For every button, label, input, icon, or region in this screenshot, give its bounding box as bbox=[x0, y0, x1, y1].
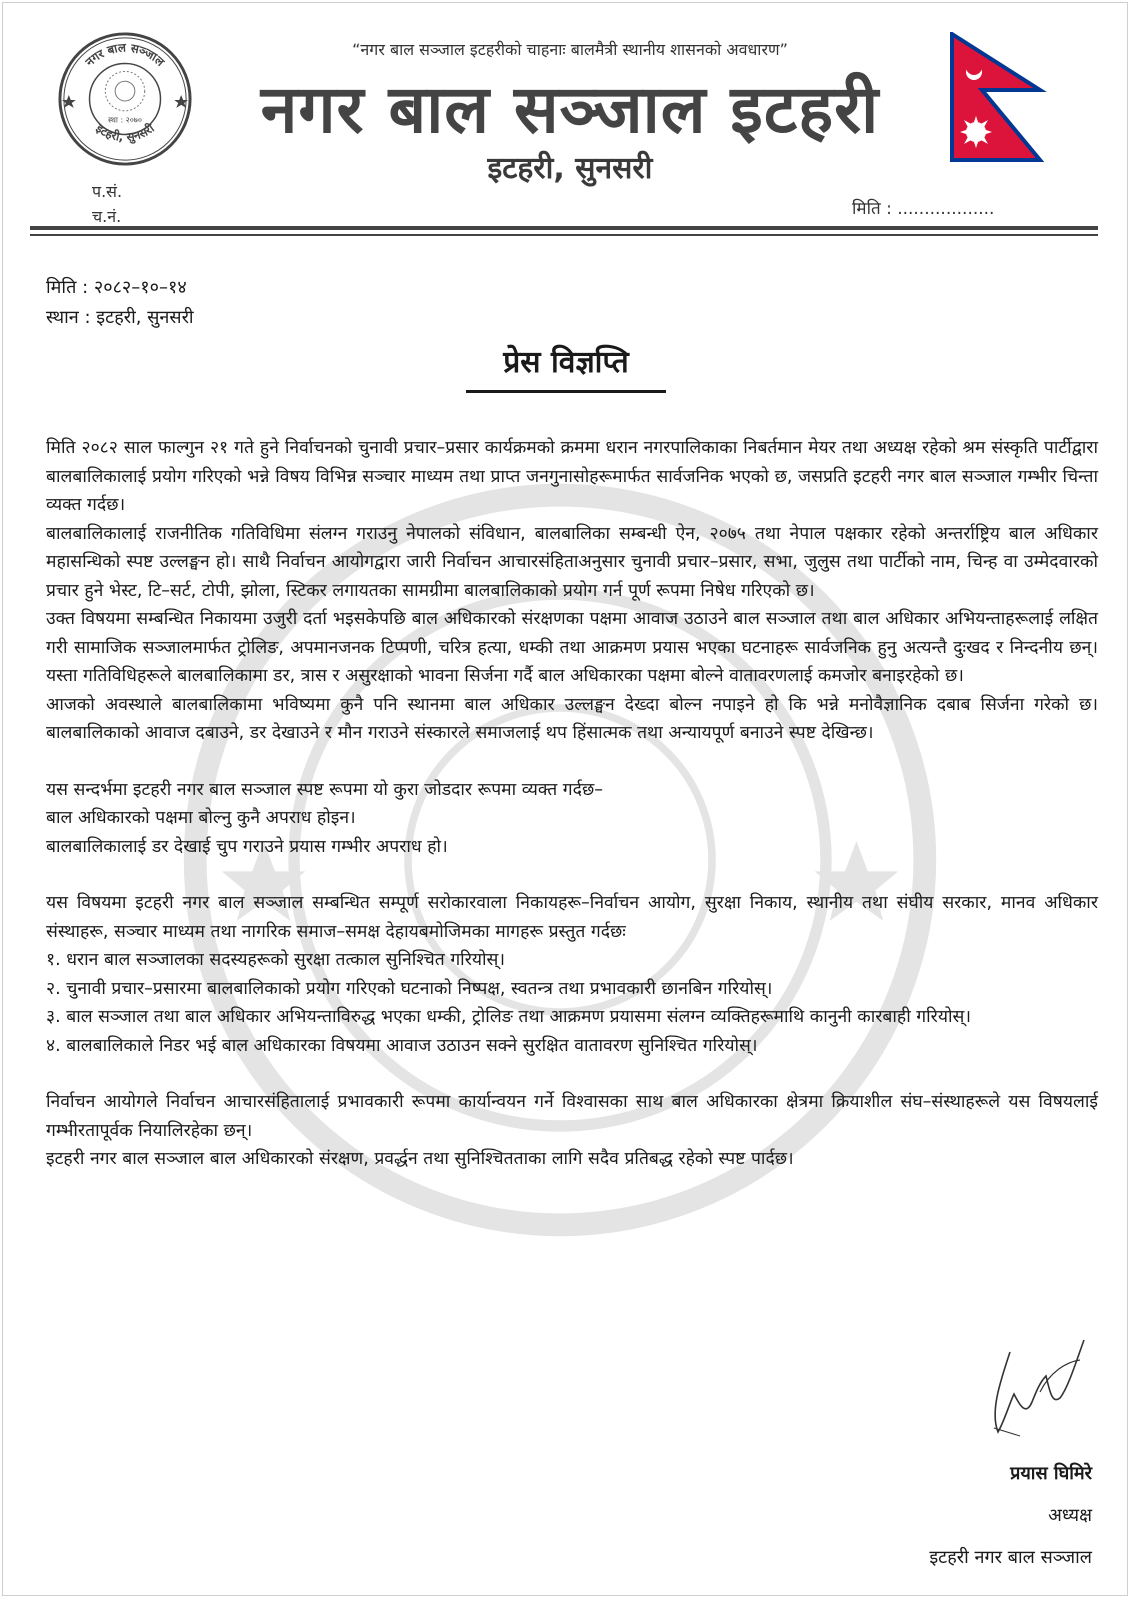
signatory-position: अध्यक्ष bbox=[1048, 1505, 1092, 1526]
document-place: स्थान : इटहरी, सुनसरी bbox=[46, 307, 194, 328]
document-title: प्रेस विज्ञप्ति bbox=[503, 345, 629, 380]
organization-name: नगर बाल सञ्जाल इटहरी bbox=[260, 71, 880, 148]
statement-line: बालबालिकालाई डर देखाई चुप गराउने प्रयास गम्भीर अपराध हो। bbox=[46, 836, 448, 857]
signatory-name: प्रयास घिमिरे bbox=[1010, 1463, 1092, 1484]
statement-line: बाल अधिकारको पक्षमा बोल्नु कुनै अपराध होइन। bbox=[46, 808, 356, 828]
header-rule-thin bbox=[30, 234, 1098, 236]
dispatch-number-label: च.नं. bbox=[92, 207, 122, 226]
header-slogan: “नगर बाल सञ्जाल इटहरीको चाहनाः बालमैत्री स्थानीय शासनको अवधारण” bbox=[352, 40, 788, 59]
demand-item: १. धरान बाल सञ्जालका सदस्यहरूको सुरक्षा तत्काल सुनिश्चित गरियोस्। bbox=[46, 950, 506, 970]
signature-icon bbox=[980, 1332, 1100, 1442]
header-date-field: मिति : .................. bbox=[852, 199, 995, 219]
paragraph: बालबालिकालाई राजनीतिक गतिविधिमा संलग्न गराउनु नेपालको संविधान, बालबालिका सम्बन्धी ऐन, २०७५ तथा नेपाल पक्षकार रहेको अन्तर्राष्ट्रिय बाल अधिकार महासन्धिको स्पष्ट उल्लङ्घन हो। साथै निर्वाचन आयोगद्वारा जारी निर्वाचन आचारसंहिताअनुसार चुनावी प्रचार–प्रसार, सभा, जुलुस तथा पार्टीको नाम, चिन्ह वा उम्मेदवारको प्रचार हुने भेस्ट, टि–सर्ट, टोपी, झोला, स्टिकर लगायतका सामग्रीमा बालबालिकाको प्रयोग गर्न पूर्ण रूपमा निषेध गरिएको छ। bbox=[46, 523, 1098, 601]
demand-item: ३. बाल सञ्जाल तथा बाल अधिकार अभियन्ताविरुद्ध भएका धम्की, ट्रोलिङ तथा आक्रमण प्रयासमा संलग्न व्यक्तिहरूमाथि कानुनी कारबाही गरियोस्। bbox=[46, 1007, 971, 1027]
demand-item: ४. बालबालिकाले निडर भई बाल अधिकारका विषयमा आवाज उठाउन सक्ने सुरक्षित वातावरण सुनिश्चित गरियोस्। bbox=[46, 1035, 758, 1056]
document-meta bbox=[46, 273, 194, 333]
organization-seal-icon bbox=[56, 30, 194, 168]
title-underline bbox=[466, 390, 666, 393]
seal-text-top: नगर बाल सञ्जाल bbox=[82, 40, 168, 69]
nepal-flag-icon bbox=[948, 32, 1048, 164]
paragraph: उक्त विषयमा सम्बन्धित निकायमा उजुरी दर्ता भइसकेपछि बाल अधिकारको संरक्षणका पक्षमा आवाज उठाउने बाल सञ्जाल तथा बाल अधिकार अभियन्ताहरूलाई लक्षित गरी सामाजिक सञ्जालमार्फत ट्रोलिङ, अपमानजनक टिप्पणी, चरित्र हत्या, धम्की तथा आक्रमण प्रयास भएका घटनाहरू सार्वजनिक हुनु अत्यन्तै दुःखद र निन्दनीय छन्। यस्ता गतिविधिहरूले बालबालिकामा डर, त्रास र असुरक्षाको भावना सिर्जना गर्दै बाल अधिकारका पक्षमा बोल्ने वातावरणलाई कमजोर बनाइरहेको छ। bbox=[46, 609, 1099, 686]
paragraph: आजको अवस्थाले बालबालिकामा भविष्यमा कुनै पनि स्थानमा बाल अधिकार उल्लङ्घन देख्दा बोल्न नपाइने हो कि भन्ने मनोवैज्ञानिक दबाब सिर्जना गरेको छ। बालबालिकाको आवाज दबाउने, डर देखाउने र मौन गराउने संस्कारले समाजलाई थप हिंसात्मक तथा अन्यायपूर्ण बनाउने स्पष्ट देखिन्छ। bbox=[46, 694, 1098, 743]
closing-paragraph: इटहरी नगर बाल सञ्जाल बाल अधिकारको संरक्षण, प्रवर्द्धन तथा सुनिश्चितताका लागि सदैव प्रतिबद्ध रहेको स्पष्ट पार्दछ। bbox=[46, 1149, 794, 1169]
paragraph: मिति २०८२ साल फाल्गुन २१ गते हुने निर्वाचनको चुनावी प्रचार–प्रसार कार्यक्रमको क्रममा धरान नगरपालिकाका निबर्तमान मेयर तथा अध्यक्ष रहेको श्रम संस्कृति पार्टीद्वारा बालबालिकालाई प्रयोग गरिएको भन्ने विषय विभिन्न सञ्चार माध्यम तथा प्राप्त जनगुनासोहरूमार्फत सार्वजनिक भएको छ, जसप्रति इटहरी नगर बाल सञ्जाल गम्भीर चिन्ता व्यक्त गर्दछ। bbox=[46, 438, 1098, 515]
signatory-block bbox=[929, 1453, 1092, 1579]
organization-place: इटहरी, सुनसरी bbox=[487, 151, 653, 186]
demand-item: २. चुनावी प्रचार–प्रसारमा बालबालिकाको प्रयोग गरिएको घटनाको निष्पक्ष, स्वतन्त्र तथा प्रभावकारी छानबिन गरियोस्। bbox=[46, 978, 773, 999]
signatory-organization: इटहरी नगर बाल सञ्जाल bbox=[929, 1547, 1092, 1568]
reference-number-label: प.सं. bbox=[92, 182, 123, 201]
seal-text-bottom: इटहरी, सुनसरी bbox=[93, 121, 157, 145]
seal-year: स्था : २०७० bbox=[107, 115, 143, 125]
header-rule-thick bbox=[30, 226, 1098, 230]
document-date: मिति : २०८२–१०–१४ bbox=[46, 277, 187, 298]
closing-paragraph: निर्वाचन आयोगले निर्वाचन आचारसंहितालाई प्रभावकारी रूपमा कार्यान्वयन गर्ने विश्वासका साथ बाल अधिकारका क्षेत्रमा क्रियाशील संघ–संस्थाहरूले यस विषयलाई गम्भीरतापूर्वक नियालिरहेका छन्। bbox=[46, 1092, 1098, 1141]
svg-text:नगर बाल सञ्जाल bbox=[82, 40, 168, 69]
document-body bbox=[46, 434, 1098, 1174]
statement-intro: यस सन्दर्भमा इटहरी नगर बाल सञ्जाल स्पष्ट रूपमा यो कुरा जोडदार रूपमा व्यक्त गर्दछ– bbox=[46, 779, 603, 800]
demands-intro: यस विषयमा इटहरी नगर बाल सञ्जाल सम्बन्धित सम्पूर्ण सरोकारवाला निकायहरू–निर्वाचन आयोग, सुरक्षा निकाय, स्थानीय तथा संघीय सरकार, मानव अधिकार संस्थाहरू, सञ्चार माध्यम तथा नागरिक समाज–समक्ष देहायबमोजिमका मागहरू प्रस्तुत गर्दछः bbox=[46, 893, 1098, 942]
